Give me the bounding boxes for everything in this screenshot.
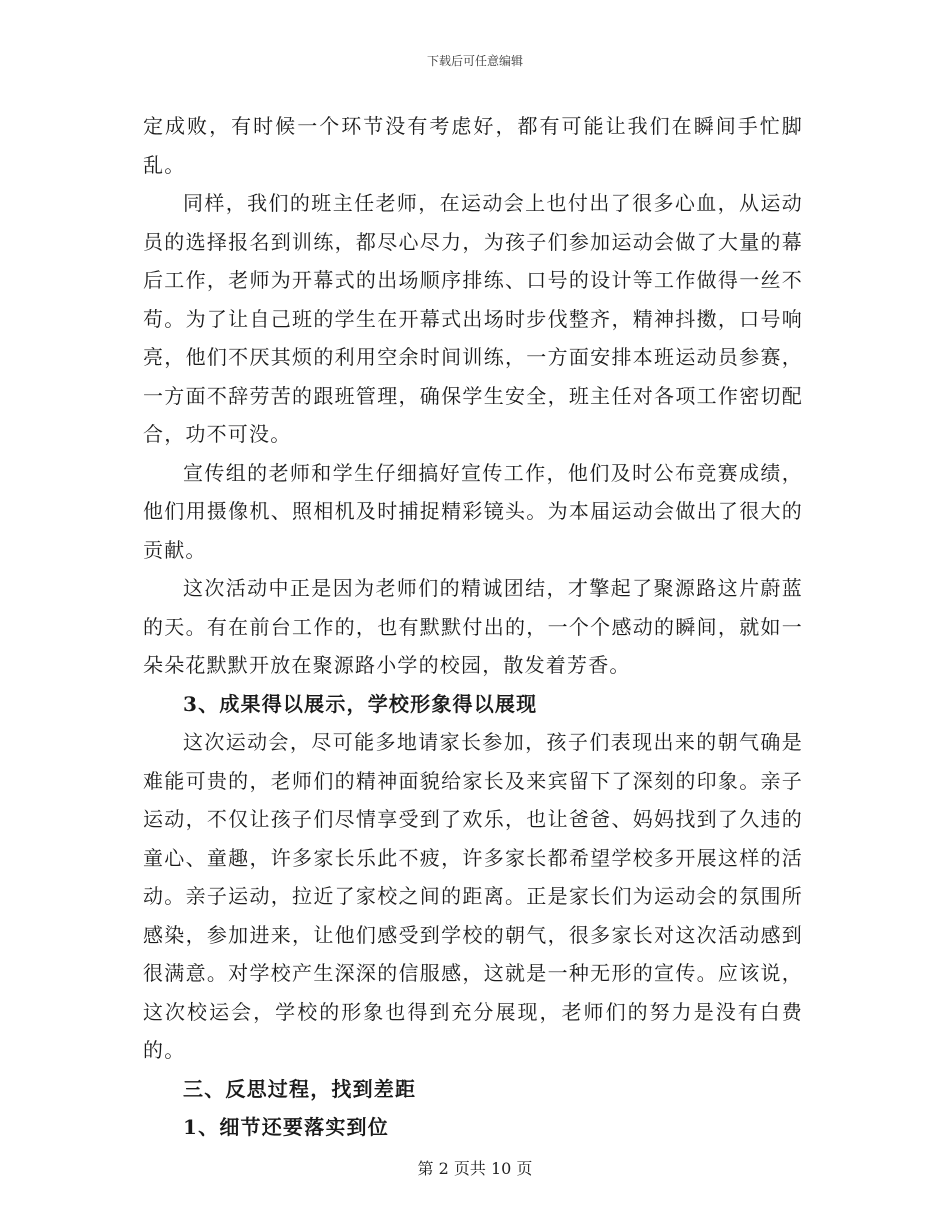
- paragraph-publicity-team: 宣传组的老师和学生仔细搞好宣传工作，他们及时公布竞赛成绩，他们用摄像机、照相机及时捕捉精彩镜头。为本届运动会做出了很大的贡献。: [143, 460, 803, 562]
- document-body: [143, 107, 803, 1147]
- section-heading-reflection: 三、反思过程，找到差距: [183, 1076, 417, 1101]
- page-number: 第 2 页共 10 页: [417, 1159, 533, 1178]
- section-heading-results: 3、成果得以展示，学校形象得以展现: [183, 691, 538, 716]
- section-heading-details: 1、细节还要落实到位: [183, 1115, 389, 1139]
- paragraph-teamwork: 这次活动中正是因为老师们的精诚团结，才擎起了聚源路这片蔚蓝的天。有在前台工作的，也有默默付出的，一个个感动的瞬间，就如一朵朵花默默开放在聚源路小学的校园，散发着芳香。: [143, 576, 803, 677]
- paragraph-parents: 这次运动会，尽可能多地请家长参加，孩子们表现出来的朝气确是难能可贵的，老师们的精神面貌给家长及来宾留下了深刻的印象。亲子运动，不仅让孩子们尽情享受到了欢乐，也让爸爸、妈妈找到了久违的童心、童趣，许多家长乐此不疲，许多家长都希望学校多开展这样的活动。亲子运动，拉近了家校之间的距离。正是家长们为运动会的氛围所感染，参加进来，让他们感受到学校的朝气，很多家长对这次活动感到很满意。对学校产生深深的信服感，这就是一种无形的宣传。应该说，这次校运会，学校的形象也得到充分展现，老师们的努力是没有白费的。: [143, 730, 803, 1062]
- paragraph-class-teachers: 同样，我们的班主任老师，在运动会上也付出了很多心血，从运动员的选择报名到训练，都尽心尽力，为孩子们参加运动会做了大量的幕后工作，老师为开幕式的出场顺序排练、口号的设计等工作做得一丝不苟。为了让自己班的学生在开幕式出场时步伐整齐，精神抖擞，口号响亮，他们不厌其烦的利用空余时间训练，一方面安排本班运动员参赛，一方面不辞劳苦的跟班管理，确保学生安全，班主任对各项工作密切配合，功不可没。: [143, 191, 803, 446]
- paragraph-continued: 定成败，有时候一个环节没有考虑好，都有可能让我们在瞬间手忙脚乱。: [143, 114, 803, 177]
- page-header: 下载后可任意编辑: [426, 54, 523, 68]
